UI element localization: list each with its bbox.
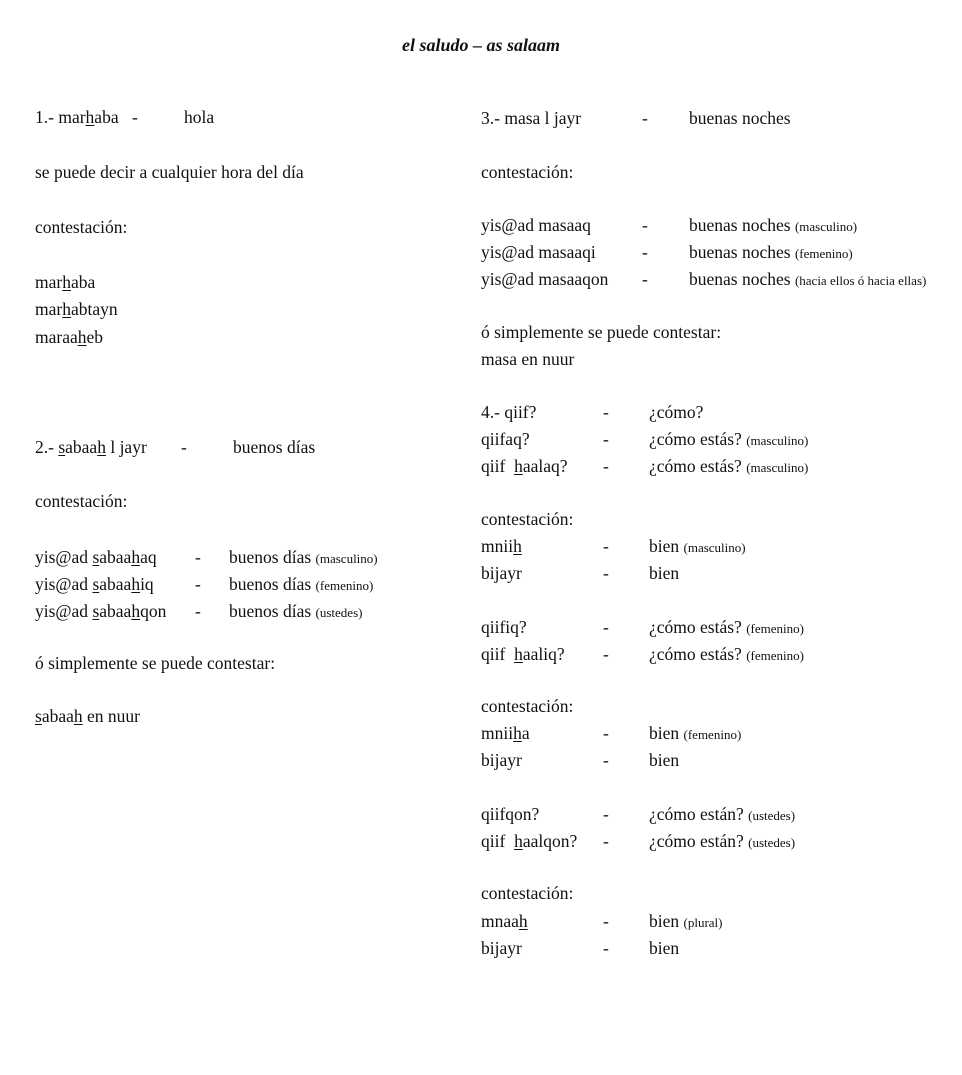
s4-term: qiifiq? [481, 617, 527, 637]
s3-reply-meaning: buenas noches (masculino) [689, 215, 858, 235]
s3-reply-meaning: buenas noches (femenino) [689, 242, 853, 262]
s2-reply-meaning: buenos días (masculino) [229, 547, 378, 567]
s4-meaning: ¿cómo estás? (femenino) [649, 644, 804, 664]
s4-reply-label: contestación: [481, 883, 574, 903]
dash: - [603, 563, 609, 583]
s4-meaning: bien [649, 938, 680, 958]
s2-reply-label: contestación: [35, 491, 128, 511]
s4-meaning: ¿cómo están? (ustedes) [649, 804, 796, 824]
dash: - [642, 269, 648, 289]
s4-meaning: ¿cómo están? (ustedes) [649, 831, 796, 851]
s1-reply-3: maraaheb [35, 327, 104, 347]
dash: - [603, 911, 609, 931]
dash: - [603, 938, 609, 958]
s1-reply-label: contestación: [35, 217, 128, 237]
dash: - [603, 804, 609, 824]
dash: - [603, 644, 609, 664]
s2-reply-term: yis@ad sabaahqon [35, 601, 167, 621]
s4-term: qiif haalqon? [481, 831, 578, 851]
s1-reply-2: marhabtayn [35, 299, 118, 319]
s1-reply-1: marhaba [35, 272, 96, 292]
s3-alt-label: ó simplemente se puede contestar: [481, 322, 722, 342]
s4-term: bijayr [481, 938, 522, 958]
page-title: el saludo – as salaam [401, 35, 561, 55]
s4-meaning: ¿cómo estás? (femenino) [649, 617, 804, 637]
s3-reply-term: yis@ad masaaq [481, 215, 591, 235]
s4-term: qiif haaliq? [481, 644, 565, 664]
s4-term: mnaah [481, 911, 528, 931]
s4-term: qiifaq? [481, 429, 530, 449]
s2-alt-label: ó simplemente se puede contestar: [35, 653, 276, 673]
s2-alt-reply: sabaah en nuur [35, 706, 140, 726]
dash: - [603, 750, 609, 770]
s4-term: mniiha [481, 723, 530, 743]
s4-term: bijayr [481, 750, 522, 770]
s4-term: qiif haalaq? [481, 456, 568, 476]
dash: - [642, 215, 648, 235]
s3-meaning: buenas noches [689, 108, 791, 128]
dash: - [195, 574, 201, 594]
s3-reply-meaning: buenas noches (hacia ellos ó hacia ellas) [689, 269, 927, 289]
dash: - [603, 536, 609, 556]
s4-meaning: bien [649, 750, 680, 770]
s4-meaning: bien (masculino) [649, 536, 746, 556]
dash: - [195, 601, 201, 621]
s4-term: mniih [481, 536, 522, 556]
s4-reply-label: contestación: [481, 509, 574, 529]
s2-meaning: buenos días [233, 437, 316, 457]
dash: - [181, 437, 187, 457]
s3-heading: 3.- masa l jayr [481, 108, 582, 128]
s4-meaning: ¿cómo estás? (masculino) [649, 429, 809, 449]
s1-heading: 1.- marhaba [35, 107, 119, 127]
dash: - [603, 429, 609, 449]
s4-meaning: bien (plural) [649, 911, 723, 931]
s4-meaning: bien [649, 563, 680, 583]
s3-reply-label: contestación: [481, 162, 574, 182]
s2-heading: 2.- sabaah l jayr [35, 437, 147, 457]
s3-reply-term: yis@ad masaaqon [481, 269, 609, 289]
s2-reply-meaning: buenos días (femenino) [229, 574, 374, 594]
s4-reply-label: contestación: [481, 696, 574, 716]
s2-reply-term: yis@ad sabaahiq [35, 574, 154, 594]
dash: - [603, 723, 609, 743]
s4-term: bijayr [481, 563, 522, 583]
dash: - [642, 242, 648, 262]
dash: - [603, 831, 609, 851]
s4-meaning: ¿cómo? [649, 402, 704, 422]
s1-meaning: hola [184, 107, 215, 127]
dash: - [603, 617, 609, 637]
s4-meaning: ¿cómo estás? (masculino) [649, 456, 809, 476]
dash: - [603, 402, 609, 422]
s4-meaning: bien (femenino) [649, 723, 742, 743]
dash: - [642, 108, 648, 128]
s1-note: se puede decir a cualquier hora del día [35, 162, 304, 182]
s3-reply-term: yis@ad masaaqi [481, 242, 596, 262]
s4-term: qiifqon? [481, 804, 540, 824]
dash: - [603, 456, 609, 476]
s2-reply-term: yis@ad sabaahaq [35, 547, 157, 567]
s3-alt-reply: masa en nuur [481, 349, 575, 369]
s2-reply-meaning: buenos días (ustedes) [229, 601, 363, 621]
s4-term: 4.- qiif? [481, 402, 537, 422]
dash: - [132, 107, 138, 127]
dash: - [195, 547, 201, 567]
